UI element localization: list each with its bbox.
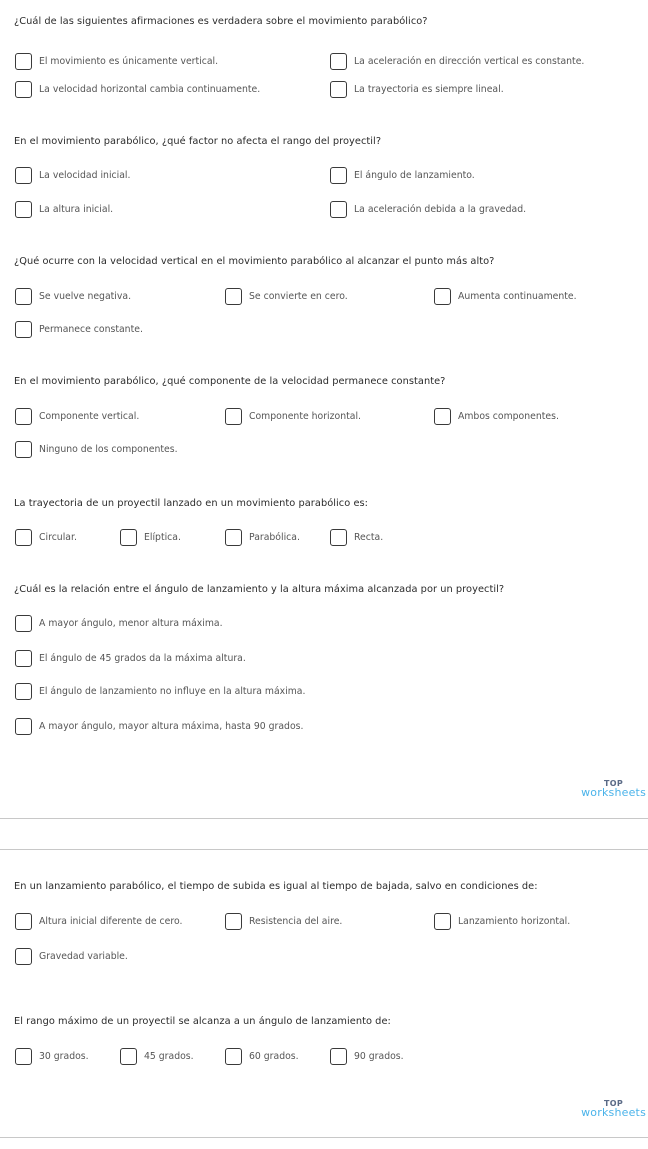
option-label: Componente horizontal. — [249, 410, 361, 422]
option-label: 45 grados. — [144, 1050, 194, 1062]
option-3b[interactable] — [225, 286, 348, 306]
checkbox[interactable] — [225, 408, 242, 425]
topworksheets-logo — [581, 779, 646, 797]
option-6b[interactable] — [15, 648, 246, 668]
checkbox[interactable] — [15, 167, 32, 184]
checkbox[interactable] — [15, 948, 32, 965]
checkbox[interactable] — [15, 321, 32, 338]
option-label: Parabólica. — [249, 531, 300, 543]
checkbox[interactable] — [225, 288, 242, 305]
option-7c[interactable] — [434, 911, 570, 931]
option-8d[interactable] — [330, 1046, 404, 1066]
option-label: El ángulo de 45 grados da la máxima altura. — [39, 652, 246, 664]
checkbox[interactable] — [15, 683, 32, 700]
option-label: Se vuelve negativa. — [39, 290, 132, 302]
option-label: 30 grados. — [39, 1050, 89, 1062]
option-label: Permanece constante. — [39, 323, 143, 335]
checkbox[interactable] — [434, 913, 451, 930]
checkbox[interactable] — [330, 1048, 347, 1065]
question-5: La trayectoria de un proyectil lanzado en un movimiento parabólico es: — [14, 498, 369, 509]
option-label: La velocidad inicial. — [39, 169, 131, 181]
option-4d[interactable] — [15, 439, 178, 459]
option-2b[interactable] — [330, 165, 475, 185]
option-3a[interactable] — [15, 286, 131, 306]
option-label: Circular. — [39, 531, 77, 543]
option-8c[interactable] — [225, 1046, 299, 1066]
option-4a[interactable] — [15, 406, 139, 426]
question-4: En el movimiento parabólico, ¿qué componente de la velocidad permanece constante? — [14, 376, 446, 387]
checkbox[interactable] — [15, 718, 32, 735]
checkbox[interactable] — [15, 913, 32, 930]
topworksheets-logo — [581, 1099, 646, 1117]
option-6c[interactable] — [15, 681, 305, 701]
option-2c[interactable] — [15, 199, 113, 219]
option-5b[interactable] — [120, 527, 181, 547]
option-label: Recta. — [354, 531, 384, 543]
option-6d[interactable] — [15, 716, 303, 736]
option-1b[interactable] — [330, 51, 584, 71]
option-3d[interactable] — [15, 319, 143, 339]
checkbox[interactable] — [120, 529, 137, 546]
option-label: 60 grados. — [249, 1050, 299, 1062]
checkbox[interactable] — [225, 913, 242, 930]
option-5a[interactable] — [15, 527, 77, 547]
option-label: El ángulo de lanzamiento no influye en la altura máxima. — [39, 685, 306, 697]
option-6a[interactable] — [15, 613, 223, 633]
checkbox[interactable] — [434, 408, 451, 425]
option-label: La aceleración en dirección vertical es constante. — [354, 55, 585, 67]
option-label: La altura inicial. — [39, 203, 114, 215]
option-label: Elíptica. — [144, 531, 181, 543]
checkbox[interactable] — [15, 288, 32, 305]
option-label: A mayor ángulo, mayor altura máxima, hasta 90 grados. — [39, 720, 304, 732]
divider — [0, 849, 648, 850]
option-4c[interactable] — [434, 406, 559, 426]
option-label: Lanzamiento horizontal. — [458, 915, 571, 927]
logo-bottom-text: worksheets — [581, 786, 646, 799]
question-7: En un lanzamiento parabólico, el tiempo de subida es igual al tiempo de bajada, salvo en condiciones de: — [14, 881, 538, 892]
option-label: 90 grados. — [354, 1050, 404, 1062]
option-label: Gravedad variable. — [39, 950, 128, 962]
checkbox[interactable] — [15, 201, 32, 218]
divider — [0, 818, 648, 819]
logo-top-text: TOP — [604, 1099, 624, 1108]
checkbox[interactable] — [120, 1048, 137, 1065]
question-3: ¿Qué ocurre con la velocidad vertical en el movimiento parabólico al alcanzar el punto más alto? — [14, 256, 495, 267]
option-3c[interactable] — [434, 286, 577, 306]
option-2d[interactable] — [330, 199, 526, 219]
option-2a[interactable] — [15, 165, 130, 185]
option-label: El ángulo de lanzamiento. — [354, 169, 475, 181]
checkbox[interactable] — [15, 1048, 32, 1065]
option-label: La velocidad horizontal cambia continuamente. — [39, 83, 261, 95]
option-5d[interactable] — [330, 527, 383, 547]
checkbox[interactable] — [15, 529, 32, 546]
checkbox[interactable] — [330, 201, 347, 218]
option-label: Ninguno de los componentes. — [39, 443, 178, 455]
checkbox[interactable] — [434, 288, 451, 305]
option-label: A mayor ángulo, menor altura máxima. — [39, 617, 223, 629]
checkbox[interactable] — [330, 529, 347, 546]
checkbox[interactable] — [15, 441, 32, 458]
checkbox[interactable] — [330, 53, 347, 70]
checkbox[interactable] — [15, 615, 32, 632]
option-7b[interactable] — [225, 911, 342, 931]
checkbox[interactable] — [225, 1048, 242, 1065]
option-label: La aceleración debida a la gravedad. — [354, 203, 527, 215]
option-label: Componente vertical. — [39, 410, 140, 422]
checkbox[interactable] — [15, 650, 32, 667]
option-label: La trayectoria es siempre lineal. — [354, 83, 504, 95]
logo-top-text: TOP — [604, 779, 624, 788]
checkbox[interactable] — [330, 81, 347, 98]
checkbox[interactable] — [15, 408, 32, 425]
option-label: Resistencia del aire. — [249, 915, 343, 927]
question-8: El rango máximo de un proyectil se alcanza a un ángulo de lanzamiento de: — [14, 1016, 391, 1027]
option-7d[interactable] — [15, 946, 128, 966]
option-1a[interactable] — [15, 51, 218, 71]
question-1: ¿Cuál de las siguientes afirmaciones es verdadera sobre el movimiento parabólico? — [14, 16, 428, 27]
option-1c[interactable] — [15, 79, 260, 99]
divider — [0, 1137, 648, 1138]
option-5c[interactable] — [225, 527, 300, 547]
option-label: El movimiento es únicamente vertical. — [39, 55, 219, 67]
question-2: En el movimiento parabólico, ¿qué factor no afecta el rango del proyectil? — [14, 136, 382, 147]
checkbox[interactable] — [15, 81, 32, 98]
question-6: ¿Cuál es la relación entre el ángulo de lanzamiento y la altura máxima alcanzada por un proyectil? — [14, 584, 505, 595]
option-label: Altura inicial diferente de cero. — [39, 915, 183, 927]
option-7a[interactable] — [15, 911, 182, 931]
option-label: Ambos componentes. — [458, 410, 559, 422]
option-label: Aumenta continuamente. — [458, 290, 577, 302]
option-4b[interactable] — [225, 406, 361, 426]
checkbox[interactable] — [15, 53, 32, 70]
option-label: Se convierte en cero. — [249, 290, 348, 302]
option-8a[interactable] — [15, 1046, 89, 1066]
option-1d[interactable] — [330, 79, 504, 99]
checkbox[interactable] — [330, 167, 347, 184]
option-8b[interactable] — [120, 1046, 194, 1066]
checkbox[interactable] — [225, 529, 242, 546]
logo-bottom-text: worksheets — [581, 1106, 646, 1119]
